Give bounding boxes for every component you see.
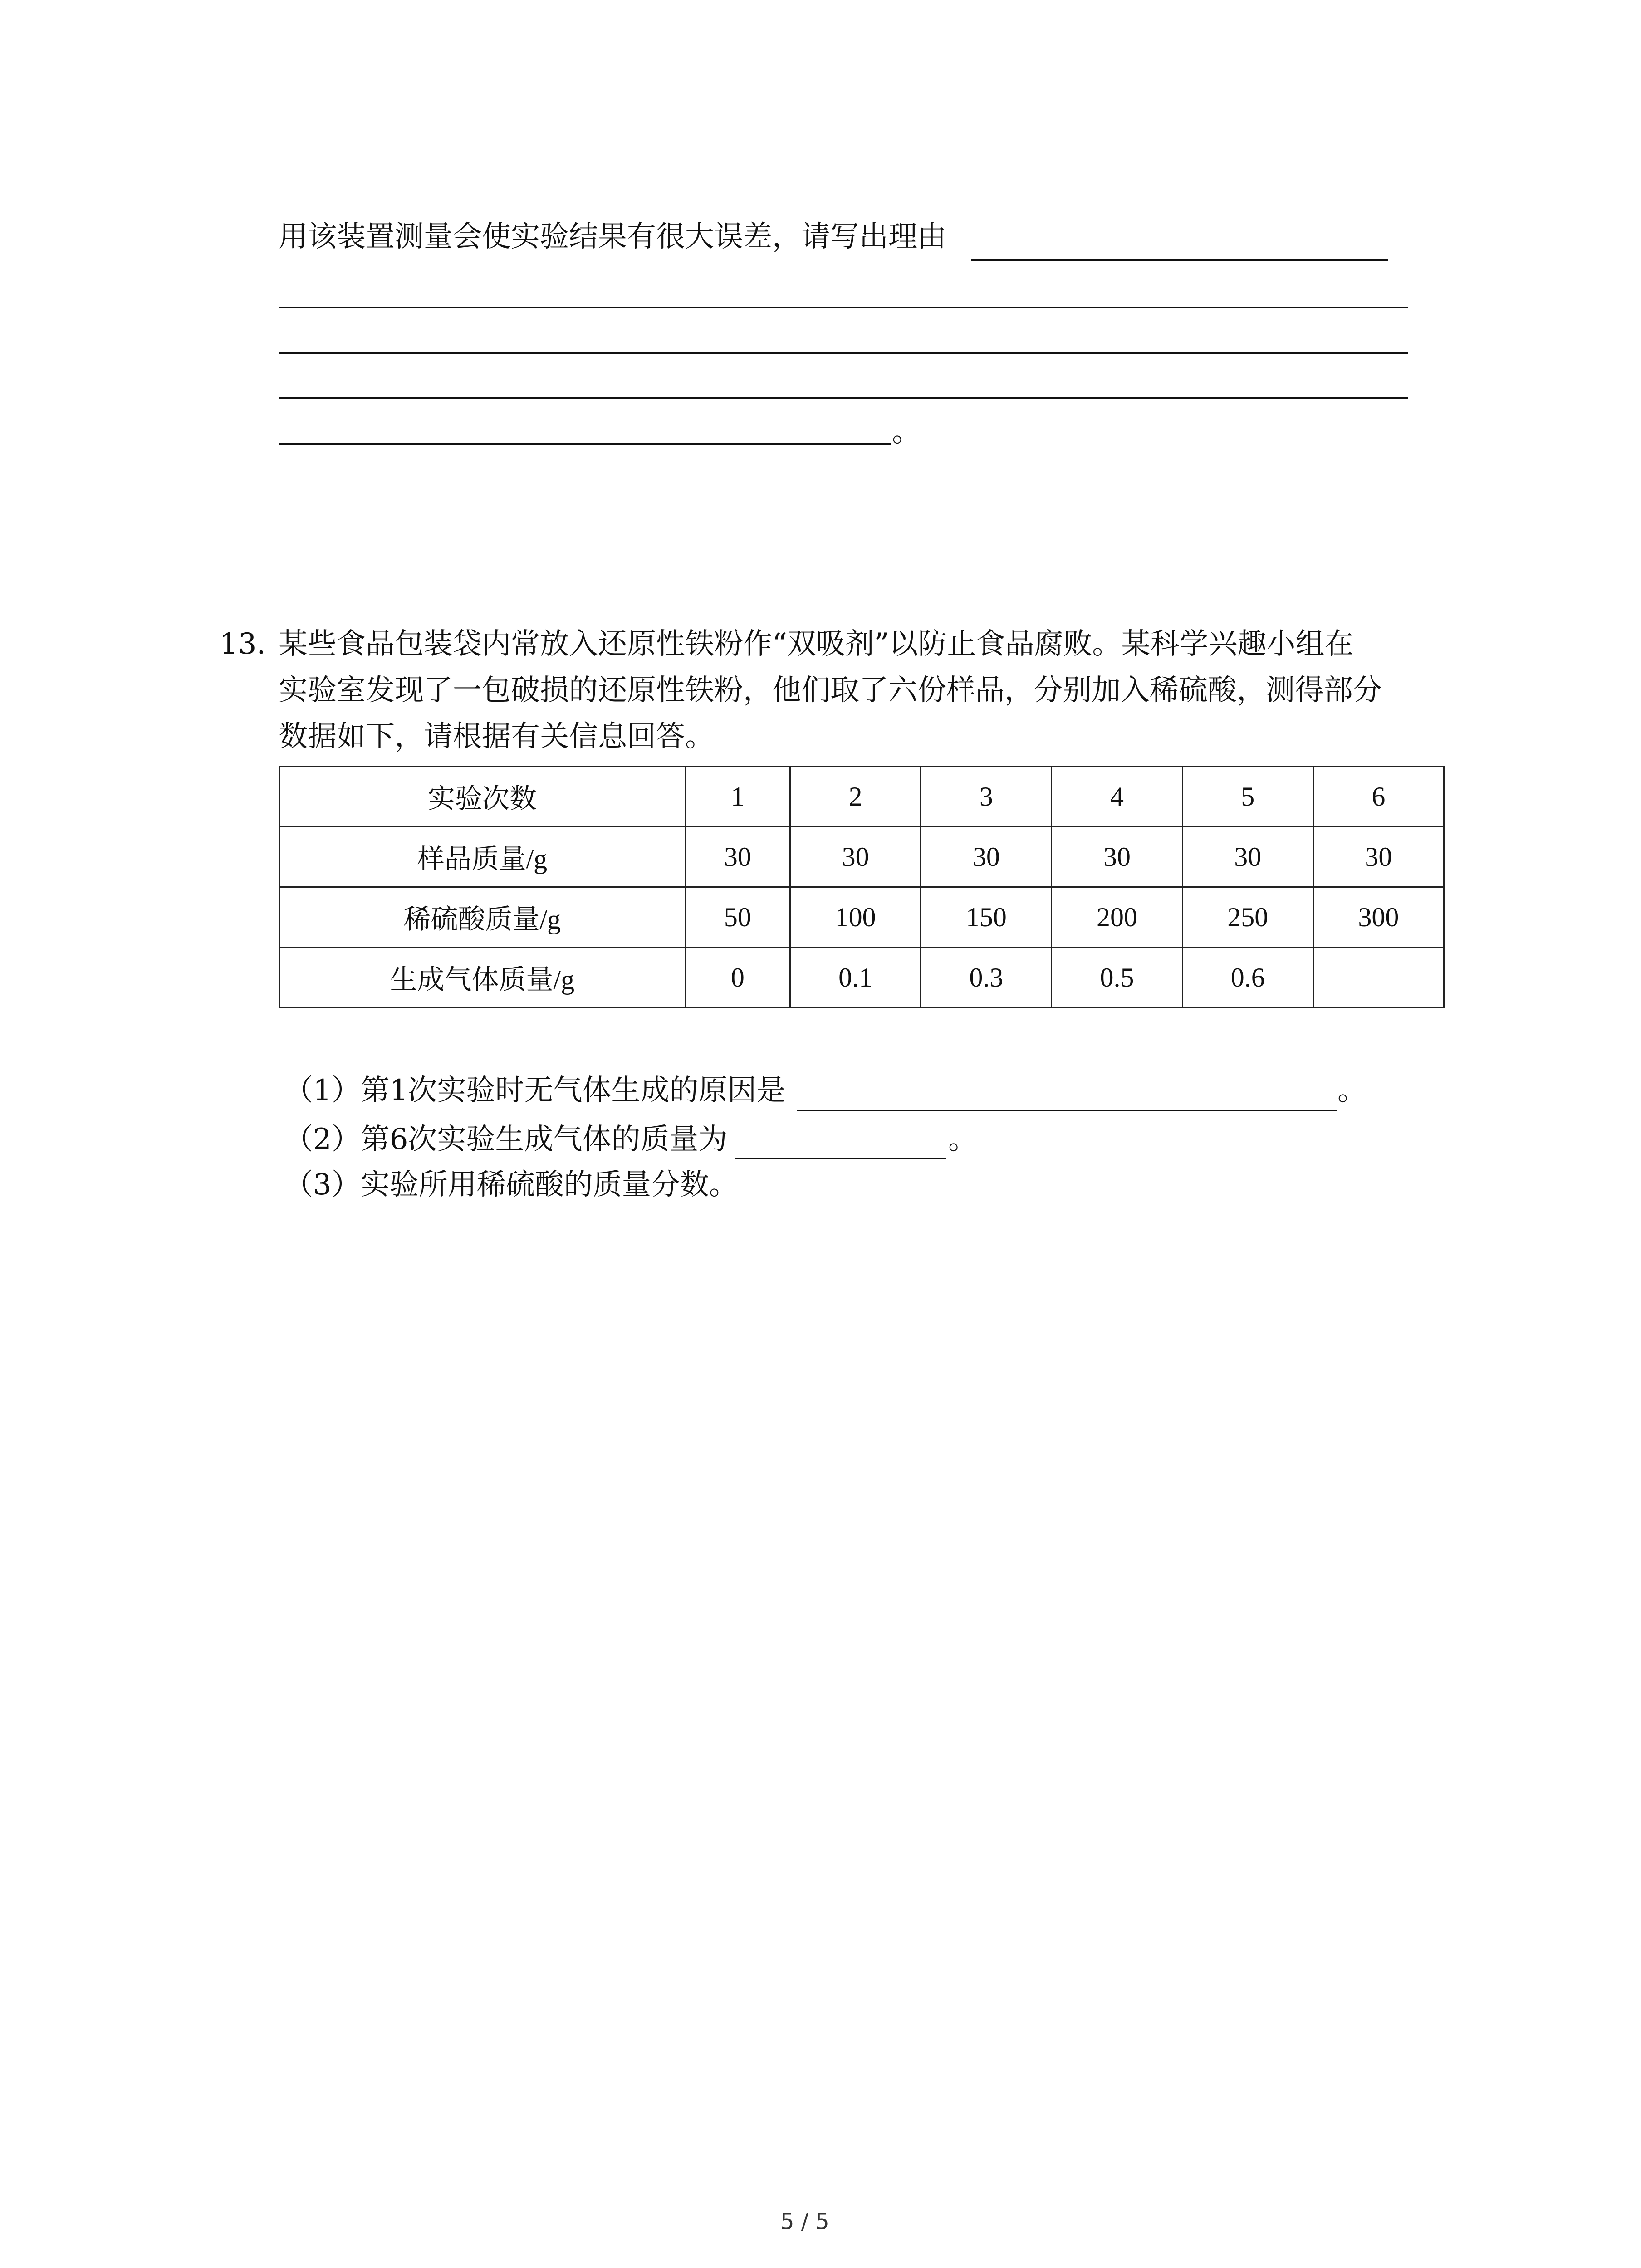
table-row: [279, 887, 1444, 948]
table-cell: 200: [1052, 887, 1182, 948]
table-cell: 250: [1182, 887, 1313, 948]
table-cell: 0.5: [1052, 948, 1182, 1008]
question-number: 13.: [220, 627, 266, 661]
table-cell: 30: [1182, 827, 1313, 887]
row-label-gas-mass: 生成气体质量/g: [279, 948, 686, 1008]
table-header-cell: 3: [921, 767, 1052, 827]
end-mark: 。: [1337, 1074, 1367, 1107]
table-cell: 30: [921, 827, 1052, 887]
table-header-cell: 6: [1313, 767, 1444, 827]
end-mark: 。: [948, 1123, 977, 1156]
sub-question-1: （1）第1次实验时无气体生成的原因是: [284, 1074, 786, 1107]
row-label-sample-mass: 样品质量/g: [279, 827, 686, 887]
answer-blank-line[interactable]: [971, 259, 1388, 261]
table-cell-empty[interactable]: [1313, 948, 1444, 1008]
question-text-line-3: 数据如下，请根据有关信息回答。: [279, 720, 714, 753]
end-mark: 。: [892, 415, 921, 449]
table-cell: 0.3: [921, 948, 1052, 1008]
table-cell: 50: [685, 887, 790, 948]
prev-question-prompt: 用该装置测量会使实验结果有很大误差，请写出理由: [279, 220, 946, 254]
table-header-cell: 实验次数: [279, 767, 686, 827]
table-cell: 30: [1313, 827, 1444, 887]
answer-blank-line[interactable]: [735, 1158, 946, 1159]
table-header-cell: 1: [685, 767, 790, 827]
table-header-row: [279, 767, 1444, 827]
table-cell: 30: [685, 827, 790, 887]
experiment-data-table: [279, 766, 1445, 1008]
table-cell: 0: [685, 948, 790, 1008]
row-label-acid-mass: 稀硫酸质量/g: [279, 887, 686, 948]
answer-blank-line[interactable]: [279, 397, 1408, 399]
table-cell: 30: [1052, 827, 1182, 887]
answer-blank-line[interactable]: [279, 352, 1408, 354]
answer-blank-line[interactable]: [797, 1110, 1337, 1111]
table-cell: 150: [921, 887, 1052, 948]
answer-blank-line[interactable]: [279, 443, 891, 445]
question-text-line-2: 实验室发现了一包破损的还原性铁粉，他们取了六份样品，分别加入稀硫酸，测得部分: [279, 674, 1382, 707]
table-header-cell: 2: [790, 767, 921, 827]
table-cell: 0.6: [1182, 948, 1313, 1008]
table-cell: 30: [790, 827, 921, 887]
sub-question-3: （3）实验所用稀硫酸的质量分数。: [284, 1168, 738, 1202]
table-cell: 100: [790, 887, 921, 948]
question-text-line-1: 某些食品包装袋内常放入还原性铁粉作“双吸剂”以防止食品腐败。某科学兴趣小组在: [279, 627, 1354, 661]
table-cell: 0.1: [790, 948, 921, 1008]
table-row: [279, 948, 1444, 1008]
table-header-cell: 4: [1052, 767, 1182, 827]
sub-question-2: （2）第6次实验生成气体的质量为: [284, 1123, 728, 1156]
page-number: 5 / 5: [780, 2209, 829, 2234]
table-cell: 300: [1313, 887, 1444, 948]
answer-blank-line[interactable]: [279, 307, 1408, 308]
table-header-cell: 5: [1182, 767, 1313, 827]
table-row: [279, 827, 1444, 887]
